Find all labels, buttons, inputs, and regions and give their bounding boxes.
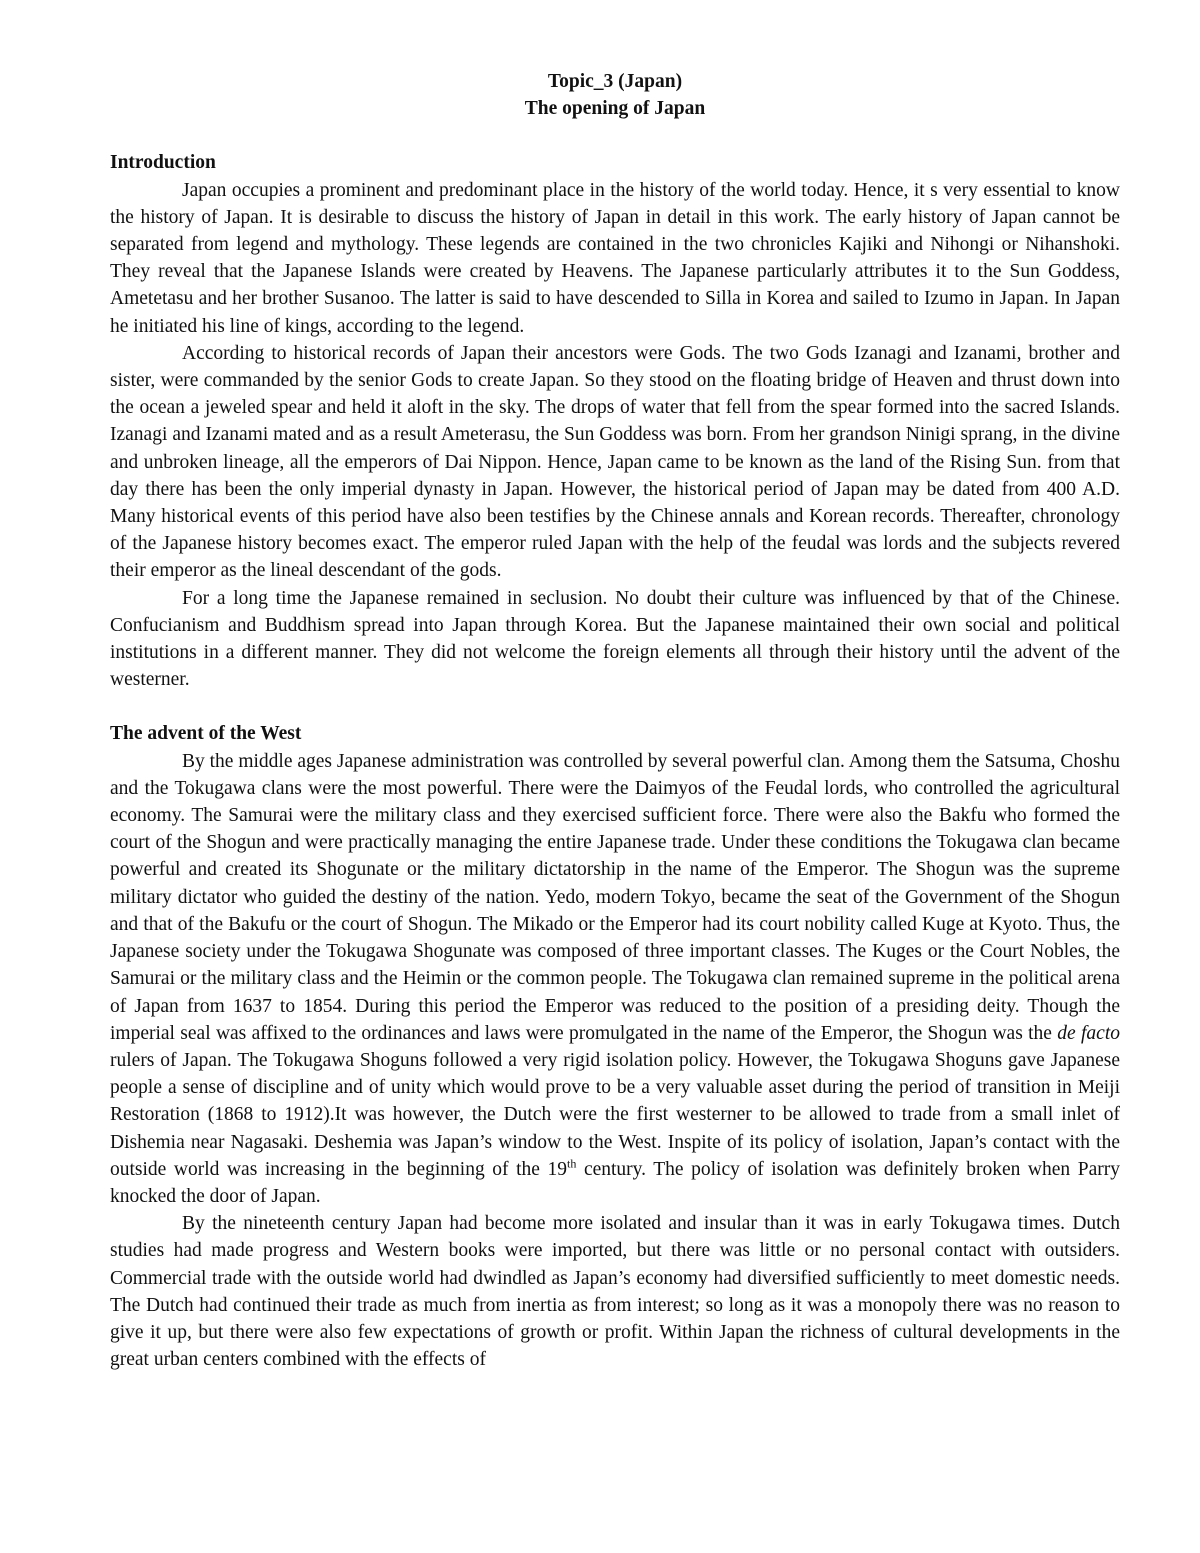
introduction-paragraph-1: Japan occupies a prominent and predominant place in the history of the world today. Hence, it s very essential to know the history of Japan. It is desirable to discuss the history of Japan in detail in this work. The early history of Japan cannot be separated from legend and mythology. These legends are contained in the two chronicles Kajiki and Nihongi or Nihanshoki. They reveal that the Japanese Islands were created by Heavens. The Japanese particularly attributes it to the Sun Goddess, Ametetasu and her brother Susanoo. The latter is said to have descended to Silla in Korea and sailed to Izumo in Japan. In Japan he initiated his line of kings, according to the legend. bbox=[110, 179, 1120, 337]
document-title: Topic_3 (Japan) bbox=[547, 71, 683, 92]
advent-paragraph-1-italic-phrase: de facto bbox=[1057, 1022, 1120, 1044]
document-title-block bbox=[110, 68, 1120, 122]
advent-paragraph-1 bbox=[110, 748, 1120, 1210]
section-heading-introduction: Introduction bbox=[110, 152, 216, 174]
advent-paragraph-1-text-b: rulers of Japan. The Tokugawa Shoguns followed a very rigid isolation policy. However, the Tokugawa Shoguns gave Japanese people a sense of discipline and of unity which would prove to be a very valuable asset during the period of transition in Meiji Restoration (1868 to 1912).It was however, the Dutch were the first westerner to be allowed to trade from a small inlet of Dishemia near Nagasaki. Deshemia was Japan’s window to the West. Inspite of its policy of isolation, Japan’s contact with the outside world was increasing in the beginning of the 19 bbox=[110, 1049, 1120, 1180]
advent-paragraph-1-superscript: th bbox=[567, 1156, 577, 1171]
section-heading-advent-of-the-west: The advent of the West bbox=[110, 723, 302, 745]
document-subtitle: The opening of Japan bbox=[524, 98, 706, 120]
introduction-paragraph-3: For a long time the Japanese remained in seclusion. No doubt their culture was influenced by that of the Chinese. Confucianism and Buddhism spread into Japan through Korea. But the Japanese maintained their own social and political institutions in a different manner. They did not welcome the foreign elements all through their history until the advent of the westerner. bbox=[110, 587, 1120, 691]
advent-paragraph-1-text-a: By the middle ages Japanese administration was controlled by several powerful clan. Among them the Satsuma, Choshu and the Tokugawa clans were the most powerful. There were the Daimyos of the Feudal lords, who controlled the agricultural economy. The Samurai were the military class and they exercised sufficient force. There were also the Bakfu who formed the court of the Shogun and were practically managing the entire Japanese trade. Under these conditions the Tokugawa clan became powerful and created its Shogunate or the military dictatorship in the name of the Emperor. The Shogun was the supreme military dictator who guided the destiny of the nation. Yedo, modern Tokyo, became the seat of the Government of the Shogun and that of the Bakufu or the court of Shogun. The Mikado or the Emperor had its court nobility called Kuge at Kyoto. Thus, the Japanese society under the Tokugawa Shogunate was composed of three important classes. The Kuges or the Court Nobles, the Samurai or the military class and the Heimin or the common people. The Tokugawa clan remained supreme in the political arena of Japan from 1637 to 1854. During this period the Emperor was reduced to the position of a presiding deity. Though the imperial seal was affixed to the ordinances and laws were promulgated in the name of the Emperor, the Shogun was the bbox=[110, 750, 1120, 1044]
advent-paragraph-2: By the nineteenth century Japan had become more isolated and insular than it was in early Tokugawa times. Dutch studies had made progress and Western books were imported, but there was little or no personal contact with outsiders. Commercial trade with the outside world had dwindled as Japan’s economy had diversified sufficiently to meet domestic needs. The Dutch had continued their trade as much from inertia as from interest; so long as it was a monopoly there was no reason to give it up, but there were also few expectations of growth or profit. Within Japan the richness of cultural developments in the great urban centers combined with the effects of bbox=[110, 1213, 1120, 1371]
advent-paragraph-1-text-c: century. The policy of isolation was definitely broken when Parry knocked the door of Japan. bbox=[110, 1158, 1120, 1207]
introduction-paragraph-2: According to historical records of Japan their ancestors were Gods. The two Gods Izanagi and Izanami, brother and sister, were commanded by the senior Gods to create Japan. So they stood on the floating bridge of Heaven and thrust down into the ocean a jeweled spear and held it aloft in the sky. The drops of water that fell from the spear formed into the sacred Islands. Izanagi and Izanami mated and as a result Ameterasu, the Sun Goddess was born. From her grandson Ninigi sprang, in the divine and unbroken lineage, all the emperors of Dai Nippon. Hence, Japan came to be known as the land of the Rising Sun. from that day there has been the only imperial dynasty in Japan. However, the historical period of Japan may be dated from 400 A.D. Many historical events of this period have also been testifies by the Chinese annals and Korean records. Thereafter, chronology of the Japanese history becomes exact. The emperor ruled Japan with the help of the feudal was lords and the subjects revered their emperor as the lineal descendant of the gods. bbox=[110, 342, 1120, 582]
